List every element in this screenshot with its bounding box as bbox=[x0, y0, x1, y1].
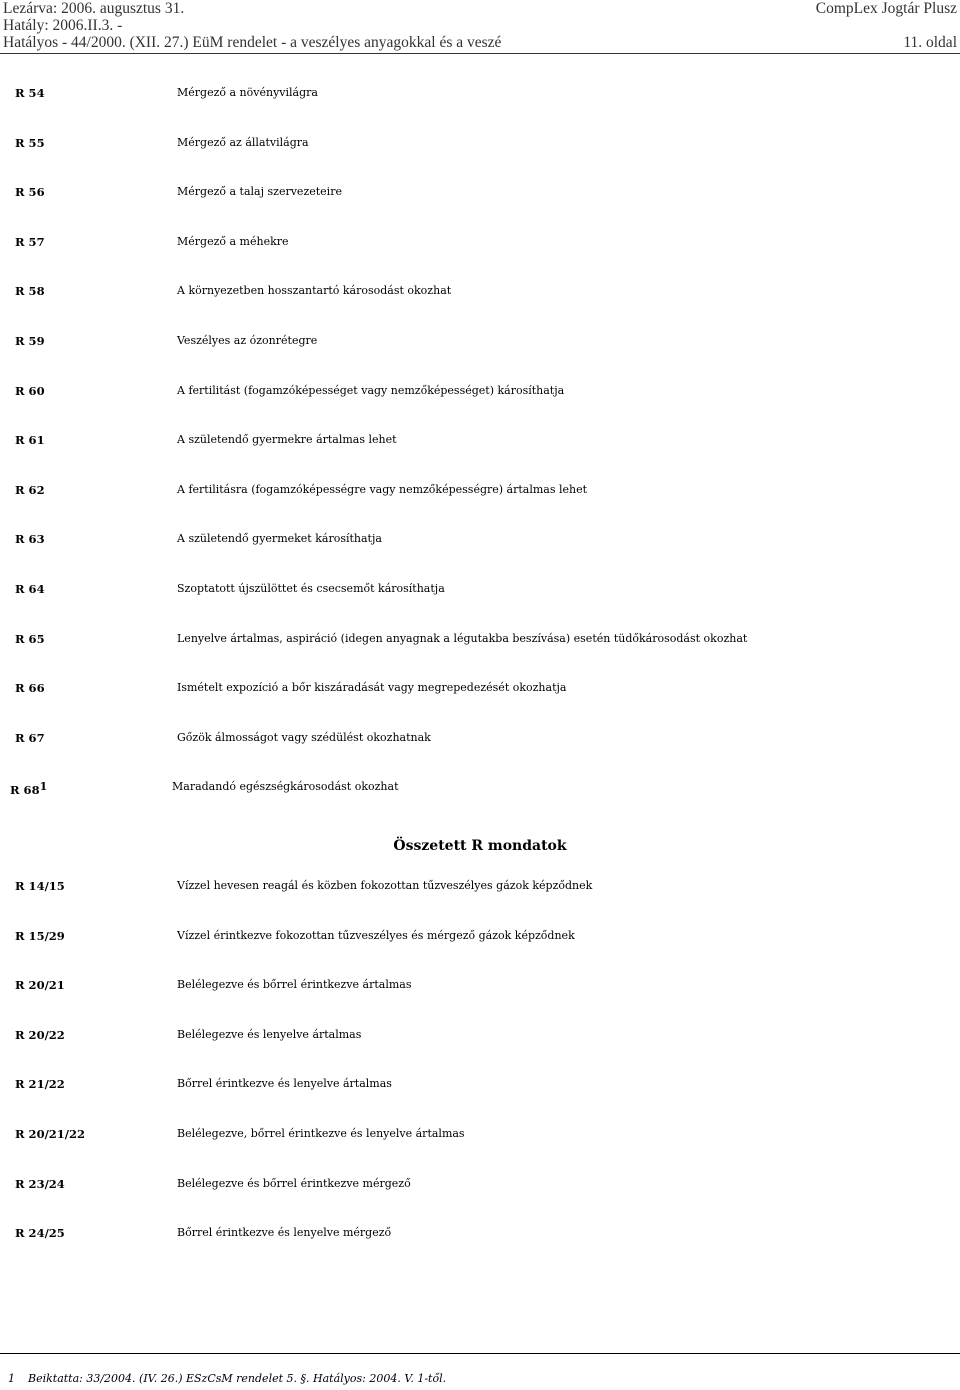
r-code bbox=[15, 1028, 65, 1042]
r-code-label: R 59 bbox=[15, 334, 45, 348]
r-description: Belélegezve, bőrrel érintkezve és lenyelve ártalmas bbox=[177, 1127, 465, 1140]
r-code bbox=[15, 879, 65, 893]
r-code-label: R 20/21 bbox=[15, 978, 65, 993]
r-description: Bőrrel érintkezve és lenyelve mérgező bbox=[177, 1226, 392, 1240]
r-code-label: R 55 bbox=[15, 135, 45, 150]
brand-name: CompLex Jogtár Plusz bbox=[815, 0, 957, 17]
r-code bbox=[15, 731, 45, 745]
table-row bbox=[0, 582, 960, 602]
r-code-label: R 54 bbox=[15, 86, 45, 100]
r-description: Szoptatott újszülöttet és csecsemőt károsíthatja bbox=[177, 582, 445, 595]
page-header bbox=[0, 0, 960, 52]
r-code-label: R 24/25 bbox=[15, 1226, 65, 1241]
document-title: Hatályos - 44/2000. (XII. 27.) EüM rendelet - a veszélyes anyagokkal és a veszé bbox=[3, 34, 502, 51]
table-row bbox=[0, 284, 960, 304]
r-description: Lenyelve ártalmas, aspiráció (idegen anyagnak a légutakba beszívása) esetén tüdőkárosodást okozhat bbox=[177, 631, 748, 645]
table-row bbox=[0, 632, 960, 652]
footnote bbox=[8, 1372, 446, 1385]
r-code bbox=[15, 582, 45, 596]
r-code bbox=[15, 483, 45, 497]
r-code bbox=[15, 1077, 65, 1091]
r-code bbox=[15, 1177, 65, 1191]
footnote-ref: 1 bbox=[39, 780, 48, 794]
r-description: A fertilitást (fogamzóképességet vagy nemzőképességet) károsíthatja bbox=[177, 383, 565, 397]
section-title: Összetett R mondatok bbox=[393, 838, 567, 854]
table-row bbox=[0, 1028, 960, 1048]
r-description: Mérgező az állatvilágra bbox=[177, 135, 309, 149]
table-row bbox=[0, 1127, 960, 1147]
table-row bbox=[0, 1177, 960, 1197]
r-code bbox=[15, 978, 65, 992]
r-description: Vízzel érintkezve fokozottan tűzveszélyes és mérgező gázok képződnek bbox=[177, 928, 575, 942]
r-code-label: R 68 bbox=[10, 783, 40, 798]
r-code bbox=[15, 1226, 65, 1240]
r-code-label: R 60 bbox=[15, 383, 45, 398]
r-description: Mérgező a méhekre bbox=[177, 234, 289, 248]
table-row bbox=[0, 235, 960, 255]
table-row bbox=[0, 532, 960, 552]
header-divider bbox=[0, 53, 960, 54]
r-code bbox=[15, 433, 45, 447]
table-row bbox=[0, 1077, 960, 1097]
footnote-number: 1 bbox=[8, 1372, 15, 1385]
r-code-label: R 20/21/22 bbox=[15, 1127, 85, 1141]
r-description: Maradandó egészségkárosodást okozhat bbox=[172, 780, 399, 794]
footnote-divider bbox=[0, 1353, 960, 1354]
r-description: Bőrrel érintkezve és lenyelve ártalmas bbox=[177, 1077, 392, 1091]
r-code bbox=[15, 681, 45, 695]
table-row bbox=[0, 384, 960, 404]
r-code bbox=[15, 86, 45, 100]
r-description: A fertilitásra (fogamzóképességre vagy nemzőképességre) ártalmas lehet bbox=[177, 482, 588, 496]
effective-date: Hatály: 2006.II.3. - bbox=[3, 17, 123, 34]
table-row bbox=[0, 86, 960, 106]
r-code-label: R 61 bbox=[15, 433, 45, 448]
r-code bbox=[10, 780, 48, 798]
r-code-label: R 15/29 bbox=[15, 928, 65, 943]
r-code bbox=[15, 632, 45, 646]
r-code-label: R 57 bbox=[15, 234, 45, 249]
r-code bbox=[15, 384, 45, 398]
r-code-label: R 62 bbox=[15, 482, 45, 497]
r-code-label: R 65 bbox=[15, 631, 45, 646]
table-row bbox=[0, 681, 960, 701]
r-description: Gőzök álmosságot vagy szédülést okozhatnak bbox=[177, 730, 431, 744]
r-code bbox=[15, 929, 65, 943]
r-code-label: R 23/24 bbox=[15, 1176, 65, 1191]
r-code bbox=[15, 284, 45, 298]
table-row bbox=[0, 929, 960, 949]
r-description: Belélegezve és lenyelve ártalmas bbox=[177, 1027, 362, 1041]
table-row bbox=[0, 334, 960, 354]
table-row bbox=[0, 1226, 960, 1246]
page-number: 11. oldal bbox=[903, 34, 957, 51]
r-code-label: R 63 bbox=[15, 532, 45, 547]
r-description: A környezetben hosszantartó károsodást okozhat bbox=[177, 284, 452, 298]
table-row bbox=[0, 780, 960, 800]
r-description: Ismételt expozíció a bőr kiszáradását vagy megrepedezését okozhatja bbox=[177, 681, 567, 695]
r-code bbox=[15, 1127, 85, 1141]
r-code-label: R 14/15 bbox=[15, 879, 65, 893]
r-code-label: R 58 bbox=[15, 284, 45, 299]
r-code-label: R 20/22 bbox=[15, 1027, 65, 1042]
r-description: Mérgező a növényvilágra bbox=[177, 86, 318, 99]
r-description: A születendő gyermeket károsíthatja bbox=[177, 532, 382, 546]
table-row bbox=[0, 731, 960, 751]
r-code bbox=[15, 235, 45, 249]
r-code-label: R 21/22 bbox=[15, 1077, 65, 1092]
closed-date: Lezárva: 2006. augusztus 31. bbox=[3, 0, 185, 17]
r-code bbox=[15, 185, 45, 199]
table-row bbox=[0, 185, 960, 205]
table-row bbox=[0, 978, 960, 998]
r-code-label: R 64 bbox=[15, 582, 45, 596]
r-description: Vízzel hevesen reagál és közben fokozottan tűzveszélyes gázok képződnek bbox=[177, 879, 593, 892]
r-code-label: R 56 bbox=[15, 185, 45, 200]
r-description: Belélegezve és bőrrel érintkezve ártalmas bbox=[177, 978, 412, 992]
r-code bbox=[15, 532, 45, 546]
table-row bbox=[0, 483, 960, 503]
r-description: Belélegezve és bőrrel érintkezve mérgező bbox=[177, 1176, 411, 1190]
r-code-label: R 67 bbox=[15, 730, 45, 745]
table-row bbox=[0, 879, 960, 899]
r-code bbox=[15, 334, 45, 348]
r-code-label: R 66 bbox=[15, 681, 45, 696]
table-row bbox=[0, 433, 960, 453]
footnote-text: Beiktatta: 33/2004. (IV. 26.) ESzCsM rendelet 5. §. Hatályos: 2004. V. 1-től. bbox=[28, 1372, 447, 1385]
r-description: A születendő gyermekre ártalmas lehet bbox=[177, 433, 397, 447]
table-row bbox=[0, 136, 960, 156]
r-description: Veszélyes az ózonrétegre bbox=[177, 334, 318, 347]
r-description: Mérgező a talaj szervezeteire bbox=[177, 185, 342, 199]
r-code bbox=[15, 136, 45, 150]
